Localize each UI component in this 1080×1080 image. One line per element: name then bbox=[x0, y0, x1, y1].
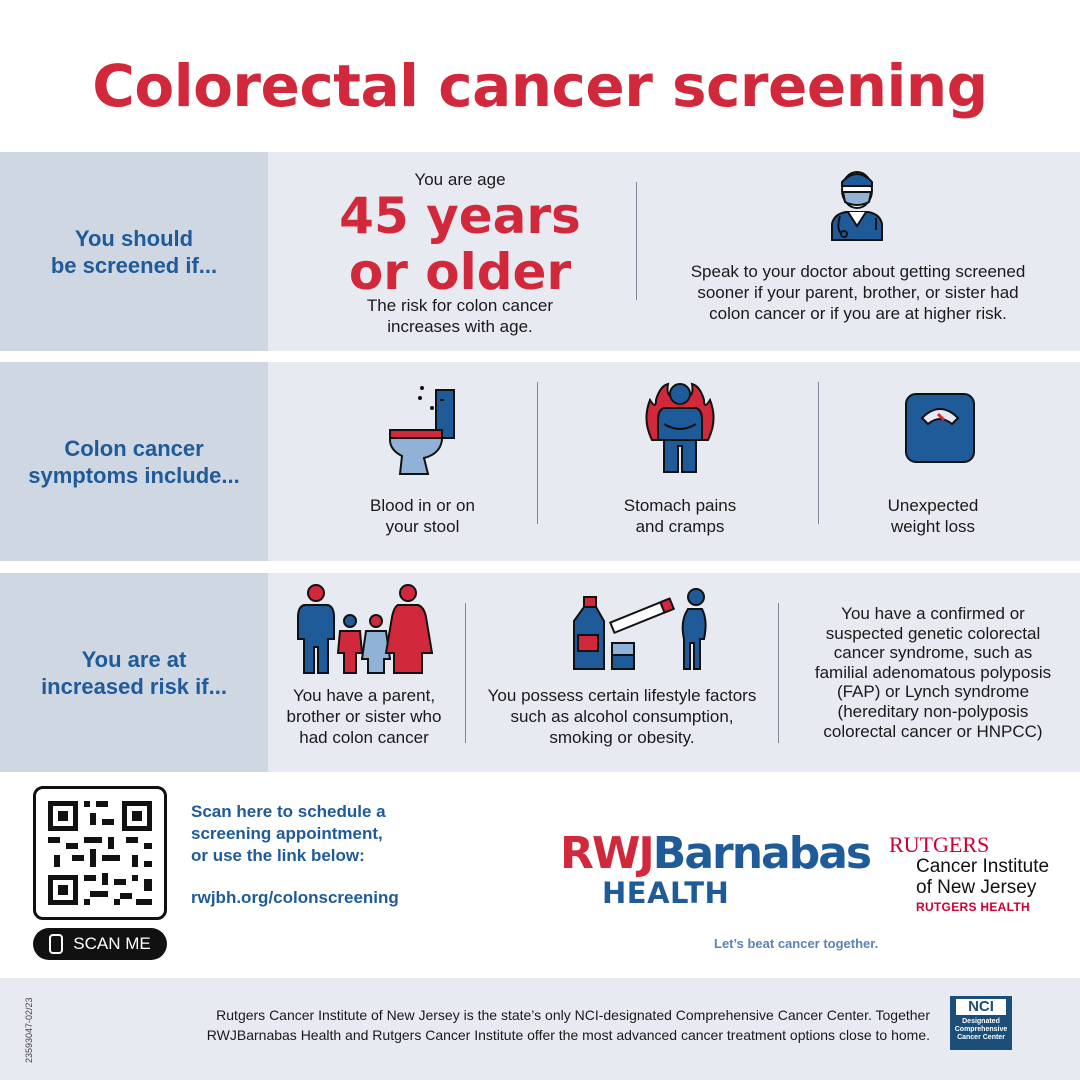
divider bbox=[537, 382, 538, 524]
screening-link[interactable]: rwjbh.org/colonscreening bbox=[191, 888, 399, 907]
logo-rwj: RWJ bbox=[560, 828, 653, 879]
tagline: Let’s beat cancer together. bbox=[714, 936, 879, 951]
divider bbox=[636, 182, 637, 300]
document-code: 23593047-02/23 bbox=[24, 997, 34, 1063]
divider bbox=[818, 382, 819, 524]
rutgers-logo: RUTGERS bbox=[889, 832, 990, 857]
section-label bbox=[0, 152, 268, 351]
nci-label: NCI bbox=[956, 999, 1006, 1015]
stomach-pain-icon bbox=[642, 380, 718, 474]
risk-text: You possess certain lifestyle factors such as alcohol consumption, smoking or obesity. bbox=[487, 686, 757, 747]
section-label bbox=[0, 573, 268, 772]
phone-icon bbox=[49, 934, 63, 954]
page-title: Colorectal cancer screening bbox=[92, 52, 988, 120]
divider bbox=[465, 603, 466, 743]
symptoms-band bbox=[0, 362, 1080, 561]
nci-badge bbox=[950, 996, 1012, 1050]
section-label-text: You should be screened if... bbox=[50, 225, 218, 278]
scan-me-button[interactable] bbox=[33, 928, 167, 960]
divider bbox=[778, 603, 779, 743]
section-label bbox=[0, 362, 268, 561]
symptom-text: Stomach pains and cramps bbox=[623, 496, 737, 536]
rutgers-health: RUTGERS HEALTH bbox=[916, 900, 1030, 914]
doctor-note: Speak to your doctor about getting screened sooner if your parent, brother, or sister had colon cancer or if you are at higher risk. bbox=[690, 262, 1026, 323]
logo-health: HEALTH bbox=[602, 876, 730, 910]
age-highlight: 45 years or older bbox=[339, 187, 581, 301]
age-intro: You are age bbox=[414, 170, 506, 189]
cta-text: Scan here to schedule a screening appointment, or use the link below: bbox=[191, 802, 386, 865]
rwjbarnabas-logo bbox=[560, 830, 870, 878]
risk-factors-band bbox=[0, 573, 1080, 772]
risk-text: You have a parent, brother or sister who had colon cancer bbox=[286, 686, 442, 747]
section-label-text: Colon cancer symptoms include... bbox=[28, 435, 240, 488]
logo-barnabas: Barnabas bbox=[652, 828, 871, 879]
section-label-text: You are at increased risk if... bbox=[41, 646, 227, 699]
qr-code[interactable] bbox=[33, 786, 167, 920]
doctor-icon bbox=[822, 168, 892, 242]
cancer-institute-name: Cancer Institute of New Jersey bbox=[916, 856, 1050, 898]
toilet-icon bbox=[384, 382, 464, 478]
nci-description: Designated Comprehensive Cancer Center bbox=[954, 1018, 1008, 1041]
scan-me-label: SCAN ME bbox=[73, 934, 151, 953]
age-note: The risk for colon cancer increases with age. bbox=[366, 296, 554, 336]
family-icon bbox=[294, 583, 434, 675]
qr-pattern bbox=[36, 789, 164, 917]
scale-icon bbox=[904, 392, 976, 464]
symptom-text: Unexpected weight loss bbox=[887, 496, 979, 536]
screening-criteria-band bbox=[0, 152, 1080, 351]
symptom-text: Blood in or on your stool bbox=[370, 496, 475, 536]
lifestyle-icon bbox=[570, 585, 710, 675]
footer-text: Rutgers Cancer Institute of New Jersey is the state’s only NCI-designated Comprehensive Cancer Center. Together RWJBarnabas Health and Rutgers Cancer Institute offer the most advanced cancer treatment options close to home. bbox=[206, 1007, 930, 1043]
risk-text: You have a confirmed or suspected genetic colorectal cancer syndrome, such as familial adenomatous polyposis (FAP) or Lynch syndrome (hereditary non-polyposis colorectal cancer or HNPCC) bbox=[814, 604, 1052, 741]
